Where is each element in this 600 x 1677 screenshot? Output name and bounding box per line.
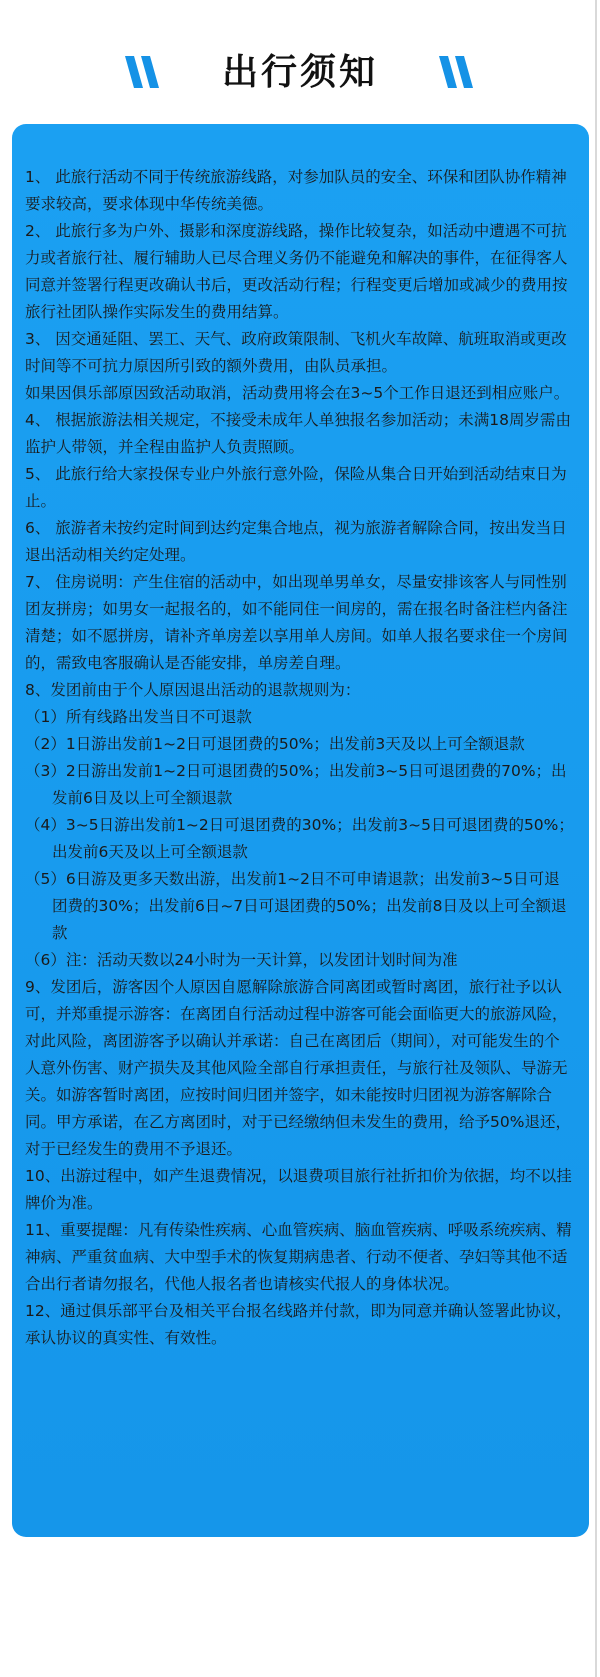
refund-rule-1: （1）所有线路出发当日不可退款 <box>25 708 252 726</box>
notice-item-10: 10、出游过程中，如产生退费情况，以退费项目旅行社折扣价为依据，均不以挂牌价为准。 <box>25 1167 572 1212</box>
notice-card <box>12 124 589 1537</box>
refund-rule-3: （3）2日游出发前1~2日可退团费的50%；出发前3~5日可退团费的70%；出发前6日及以上可全额退款 <box>25 762 567 807</box>
notice-item-7: 7、 住房说明：产生住宿的活动中，如出现单男单女，尽量安排该客人与同性别团友拼房；如男女一起报名的，如不能同住一间房的，需在报名时备注栏内备注清楚；如不愿拼房，请补齐单房差以享用单人房间。如单人报名要求住一个房间的，需致电客服确认是否能安排，单房差自理。 <box>25 573 568 672</box>
notice-item-9: 9、发团后，游客因个人原因自愿解除旅游合同离团或暂时离团，旅行社予以认可，并郑重提示游客：在离团自行活动过程中游客可能会面临更大的旅游风险，对此风险，离团游客予以确认并承诺：自己在离团后（期间），对可能发生的个人意外伤害、财产损失及其他风险全部自行承担责任，与旅行社及领队、导游无关。如游客暂时离团，应按时间归团并签字，如未能按时归团视为游客解除合同。甲方承诺，在乙方离团时，对于已经缴纳但未发生的费用，给予50%退还，对于已经发生的费用不予退还。 <box>25 978 571 1158</box>
notice-item-5: 5、 此旅行给大家投保专业户外旅行意外险，保险从集合日开始到活动结束日为止。 <box>25 465 567 510</box>
refund-rule-6: （6）注：活动天数以24小时为一天计算，以发团计划时间为准 <box>25 951 458 969</box>
refund-rule-2: （2）1日游出发前1~2日可退团费的50%；出发前3天及以上可全额退款 <box>25 735 525 753</box>
notice-item-6: 6、 旅游者未按约定时间到达约定集合地点，视为旅游者解除合同，按出发当日退出活动相关约定处理。 <box>25 519 567 564</box>
notice-item-2: 2、 此旅行多为户外、摄影和深度游线路，操作比较复杂，如活动中遭遇不可抗力或者旅行社、履行辅助人已尽合理义务仍不能避免和解决的事件，在征得客人同意并签署行程更改确认书后，更改活动行程；行程变更后增加或减少的费用按旅行社团队操作实际发生的费用结算。 <box>25 222 568 321</box>
page-title: 出行须知 <box>221 52 378 93</box>
header <box>0 42 600 112</box>
notice-item-12: 12、通过俱乐部平台及相关平台报名线路并付款，即为同意并确认签署此协议，承认协议的真实性、有效性。 <box>25 1302 572 1347</box>
double-slash-right-icon <box>437 54 477 90</box>
notice-item-4: 4、 根据旅游法相关规定，不接受未成年人单独报名参加活动；未满18周岁需由监护人带领，并全程由监护人负责照顾。 <box>25 411 572 456</box>
refund-rule-5: （5）6日游及更多天数出游，出发前1~2日不可申请退款；出发前3~5日可退团费的30%；出发前6日~7日可退团费的50%；出发前8日及以上可全额退款 <box>25 870 567 942</box>
notice-item-3-note: 如果因俱乐部原因致活动取消，活动费用将会在3~5个工作日退还到相应账户。 <box>25 384 570 402</box>
notice-item-11: 11、重要提醒：凡有传染性疾病、心血管疾病、脑血管疾病、呼吸系统疾病、精神病、严重贫血病、大中型手术的恢复期病患者、行动不便者、孕妇等其他不适合出行者请勿报名，代他人报名者也请核实代报人的身体状况。 <box>25 1221 572 1293</box>
notice-item-1: 1、 此旅行活动不同于传统旅游线路，对参加队员的安全、环保和团队协作精神要求较高，要求体现中华传统美德。 <box>25 168 567 213</box>
notice-item-8: 8、发团前由于个人原因退出活动的退款规则为： <box>25 681 361 699</box>
right-edge-line <box>595 0 597 1677</box>
refund-rule-4: （4）3~5日游出发前1~2日可退团费的30%；出发前3~5日可退团费的50%；出发前6天及以上可全额退款 <box>25 816 574 861</box>
notice-item-3: 3、 因交通延阻、罢工、天气、政府政策限制、飞机火车故障、航班取消或更改时间等不可抗力原因所引致的额外费用，由队员承担。 <box>25 330 567 375</box>
